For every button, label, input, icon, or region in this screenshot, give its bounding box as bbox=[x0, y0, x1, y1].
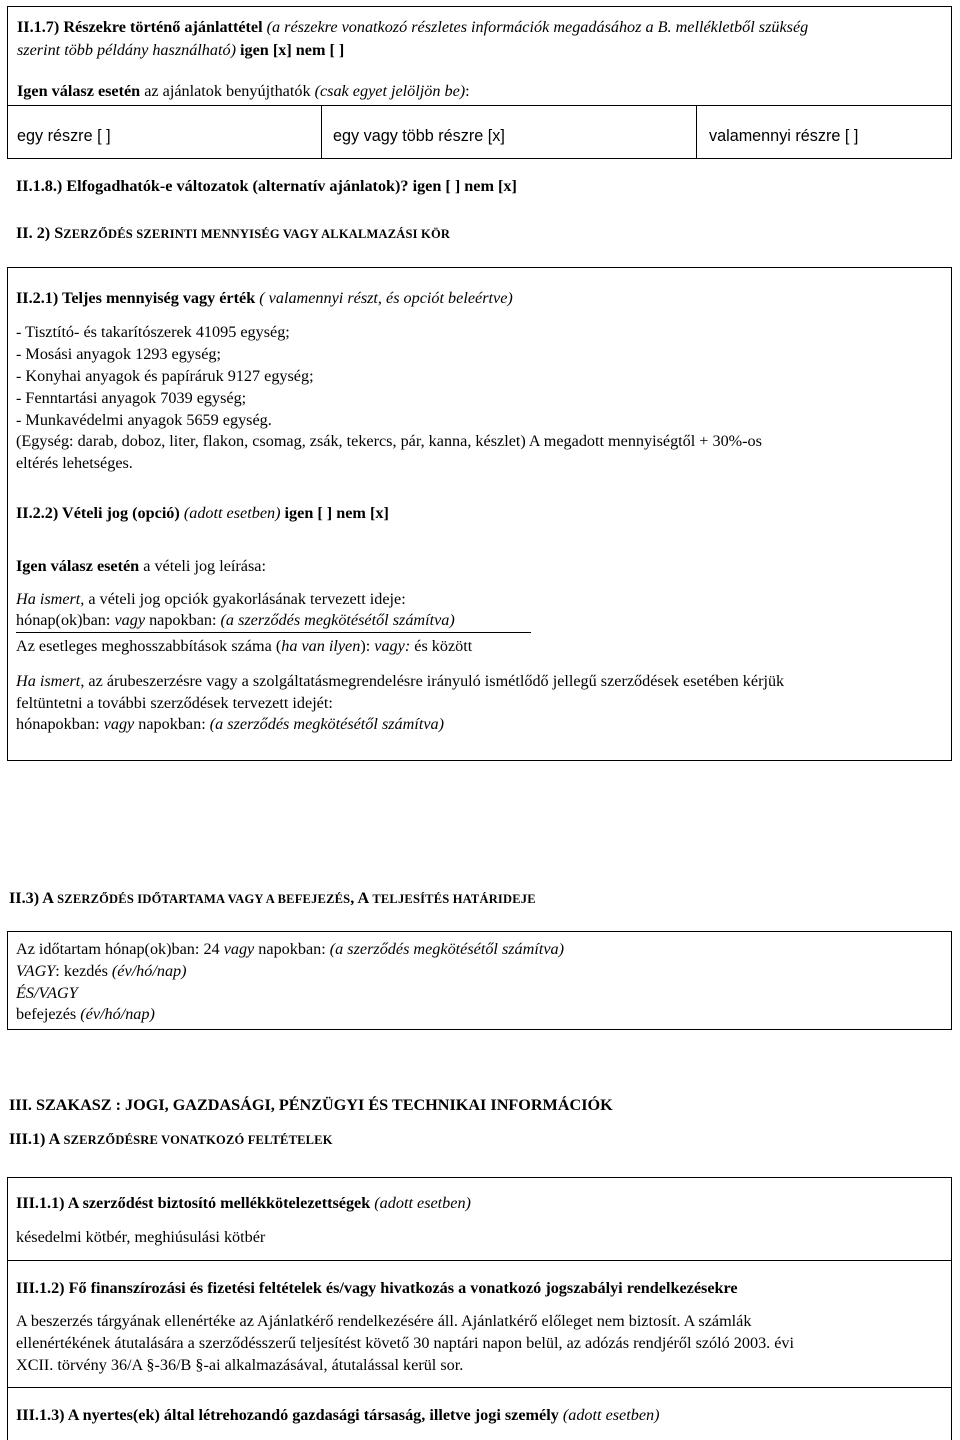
ii-2-2-months-days-2: hónapokban: vagy napokban: (a szerződés megkötésétől számítva) bbox=[16, 715, 444, 733]
ii-3-end: befejezés (év/hó/nap) bbox=[16, 1005, 155, 1023]
ii-2-1-heading: II.2.1) Teljes mennyiség vagy érték ( valamennyi részt, és opciót beleértve) bbox=[16, 289, 513, 307]
ii-2-1-item-1: - Tisztító- és takarítószerek 41095 egység; bbox=[16, 323, 290, 341]
ii-2-2-known-2: Ha ismert, az árubeszerzésre vagy a szolgáltatásmegrendelésre irányuló ismétlődő jellegű szerződések esetében kérjük bbox=[16, 672, 785, 690]
ii-2-2-known-2-cont: feltüntetni a további szerződések tervezett idejét: bbox=[16, 694, 333, 712]
iii-1-2-text-2: ellenértékének átutalására a szerződésszerű teljesítést követő 30 naptári napon belül, az adózás rendjéről szóló 2003. évi bbox=[16, 1334, 795, 1352]
ii-2-2-rule bbox=[16, 632, 531, 633]
option-all-parts: valamennyi részre [ ] bbox=[709, 127, 859, 145]
ii-1-7-heading-cont: szerint több példány használható) igen [x] nem [ ] bbox=[17, 41, 345, 59]
iii-1-2-heading: III.1.2) Fő finanszírozási és fizetési feltételek és/vagy hivatkozás a vonatkozó jogszabályi rendelkezésekre bbox=[16, 1279, 738, 1297]
ii-3-duration: Az időtartam hónap(ok)ban: 24 vagy napokban: (a szerződés megkötésétől számítva) bbox=[16, 940, 565, 958]
ii-1-7-options-row bbox=[7, 105, 952, 159]
ii-2-2-heading: II.2.2) Vételi jog (opció) (adott esetben) igen [ ] nem [x] bbox=[16, 504, 389, 522]
ii-2-2-extensions: Az esetleges meghosszabbítások száma (ha van ilyen): vagy: és között bbox=[16, 637, 473, 655]
ii-2-1-unit-note-2: eltérés lehetséges. bbox=[16, 454, 133, 472]
ii-3-and-or: ÉS/VAGY bbox=[16, 984, 78, 1002]
iii-1-1-value: késedelmi kötbér, meghiúsulási kötbér bbox=[16, 1228, 266, 1246]
section-ii-1-7 bbox=[7, 6, 952, 106]
ii-2-1-item-2: - Mosási anyagok 1293 egység; bbox=[16, 345, 222, 363]
ii-3-heading: II.3) A SZERZŐDÉS IDŐTARTAMA VAGY A BEFEJEZÉS, A TELJESÍTÉS HATÁRIDEJE bbox=[9, 889, 536, 907]
ii-2-1-item-3: - Konyhai anyagok és papíráruk 9127 egység; bbox=[16, 367, 314, 385]
iii-1-2-text-3: XCII. törvény 36/A §-36/B §-ai alkalmazásával, átutalással kerül sor. bbox=[16, 1356, 464, 1374]
ii-2-heading: II. 2) SZERZŐDÉS SZERINTI MENNYISÉG VAGY ALKALMAZÁSI KÖR bbox=[16, 224, 451, 242]
ii-1-7-answer: igen [x] nem [ ] bbox=[240, 41, 345, 59]
ii-2-1-item-5: - Munkavédelmi anyagok 5659 egység. bbox=[16, 411, 272, 429]
ii-2-2-ifyes: Igen válasz esetén a vételi jog leírása: bbox=[16, 557, 266, 575]
iii-1-2-text-1: A beszerzés tárgyának ellenértéke az Ajánlatkérő rendelkezésére áll. Ajánlatkérő előleget nem biztosít. A számlák bbox=[16, 1312, 752, 1330]
section-iii-1-1 bbox=[7, 1177, 952, 1261]
ii-1-7-heading: II.1.7) Részekre történő ajánlattétel (a részekre vonatkozó részletes információk megadásához a B. mellékletből szükség bbox=[17, 18, 809, 36]
option-one-part: egy részre [ ] bbox=[8, 106, 322, 158]
section-iii-1-heading: III.1) A SZERZŐDÉSRE VONATKOZÓ FELTÉTELEK bbox=[9, 1130, 333, 1148]
option-one-or-more-parts: egy vagy több részre [x] bbox=[322, 106, 697, 158]
ii-2-1-unit-note: (Egység: darab, doboz, liter, flakon, csomag, zsák, tekercs, pár, kanna, készlet) A megadott mennyiségtől + 30%-os bbox=[16, 432, 762, 450]
ii-3-start: VAGY: kezdés (év/hó/nap) bbox=[16, 962, 187, 980]
iii-1-1-heading: III.1.1) A szerződést biztosító mellékkötelezettségek (adott esetben) bbox=[16, 1194, 471, 1212]
ii-1-8-line: II.1.8.) Elfogadhatók-e változatok (alternatív ajánlatok)? igen [ ] nem [x] bbox=[16, 177, 517, 195]
section-iii-title: III. SZAKASZ : JOGI, GAZDASÁGI, PÉNZÜGYI ÉS TECHNIKAI INFORMÁCIÓK bbox=[9, 1096, 613, 1114]
ii-2-1-item-4: - Fenntartási anyagok 7039 egység; bbox=[16, 389, 247, 407]
ii-2-2-months-days-1: hónap(ok)ban: vagy napokban: (a szerződés megkötésétől számítva) bbox=[16, 611, 455, 629]
ii-2-2-known-1: Ha ismert, a vételi jog opciók gyakorlásának tervezett ideje: bbox=[16, 590, 406, 608]
ii-1-7-ifyes: Igen válasz esetén az ajánlatok benyújthatók (csak egyet jelöljön be): bbox=[17, 82, 470, 100]
iii-1-3-heading: III.1.3) A nyertes(ek) által létrehozandó gazdasági társaság, illetve jogi személy (adott esetben) bbox=[16, 1406, 660, 1424]
